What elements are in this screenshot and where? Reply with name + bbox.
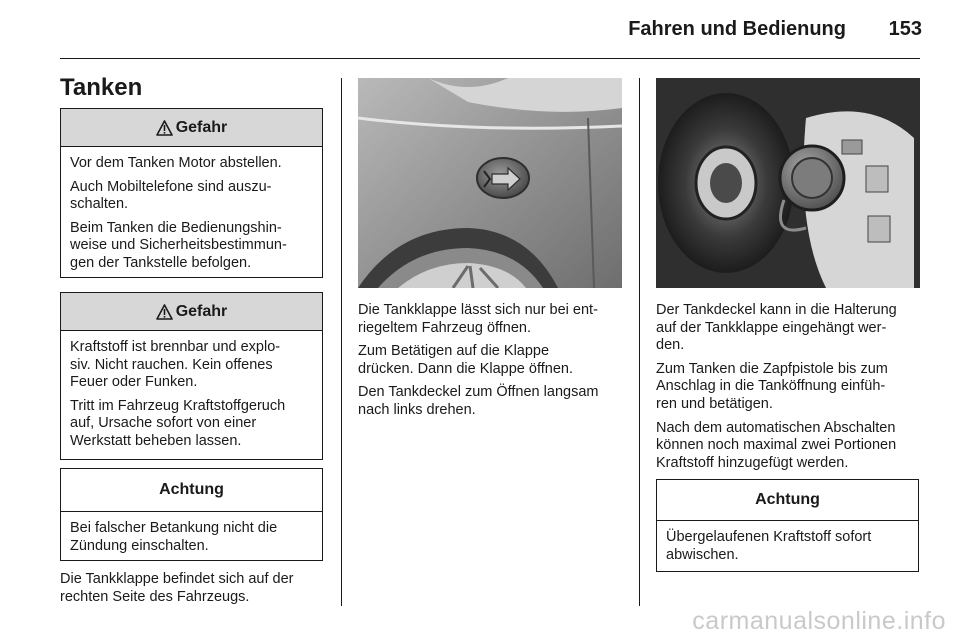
- danger-box-heading: Gefahr: [175, 302, 228, 320]
- column-3-text: [656, 302, 931, 478]
- body-paragraph: Die Tankklappe befindet sich auf der rechten Seite des Fahrzeugs.: [60, 571, 294, 605]
- fuel-flap-photo: [358, 78, 622, 288]
- caution-box-body: Übergelaufenen Kraftstoff sofort abwischen.: [666, 529, 872, 563]
- body-paragraph: Nach dem automatischen Abschalten können noch maximal zwei Portionen Kraftstoff hinzugefügt werden.: [656, 419, 897, 471]
- body-paragraph: Den Tankdeckel zum Öffnen langsam nach links drehen.: [358, 384, 599, 418]
- danger-box-header: [61, 109, 322, 147]
- caution-box: [656, 479, 919, 572]
- danger-box-body: [61, 147, 322, 285]
- page-number: 153: [888, 18, 922, 40]
- danger-box-paragraph: Beim Tanken die Bedienungshin- weise und Sicherheitsbestimmun- gen der Tankstelle befolgen.: [70, 219, 287, 271]
- fuel-flap-illustration: [358, 78, 622, 288]
- caution-box-header: [657, 480, 918, 521]
- danger-box-paragraph: Kraftstoff ist brennbar und explo- siv. Nicht rauchen. Kein offenes Feuer oder Funken.: [70, 339, 281, 391]
- fuel-cap-illustration: [656, 78, 920, 288]
- danger-box: [60, 292, 323, 460]
- header-rule: [60, 58, 920, 59]
- body-paragraph: Der Tankdeckel kann in die Halterung auf der Tankklappe eingehängt wer- den.: [656, 302, 897, 354]
- fuel-cap-photo: [656, 78, 920, 288]
- caution-box: [60, 468, 323, 561]
- danger-box-paragraph: Tritt im Fahrzeug Kraftstoffgeruch auf, Ursache sofort von einer Werkstatt beheben lassen.: [70, 397, 286, 449]
- caution-box-header: [61, 469, 322, 512]
- column-2-text: [358, 302, 630, 426]
- body-paragraph: Zum Betätigen auf die Klappe drücken. Dann die Klappe öffnen.: [358, 343, 573, 377]
- warning-triangle-icon: [156, 120, 173, 136]
- warning-triangle-icon: [156, 304, 173, 320]
- danger-box-body: [61, 331, 322, 463]
- body-paragraph: Zum Tanken die Zapfpistole bis zum Anschlag in die Tanköffnung einfüh- ren und betätigen.: [656, 360, 888, 412]
- column-divider: [341, 78, 342, 606]
- danger-box-paragraph: Vor dem Tanken Motor abstellen.: [70, 155, 282, 171]
- section-title: Tanken: [60, 74, 143, 101]
- caution-box-heading: Achtung: [755, 491, 820, 508]
- column-divider: [639, 78, 640, 606]
- watermark: carmanualsonline.info: [692, 607, 946, 635]
- running-header: Fahren und Bedienung: [628, 18, 846, 40]
- danger-box-header: [61, 293, 322, 331]
- danger-box-heading: Gefahr: [175, 118, 228, 136]
- body-paragraph: Die Tankklappe lässt sich nur bei ent- riegeltem Fahrzeug öffnen.: [358, 302, 598, 336]
- caution-box-body: Bei falscher Betankung nicht die Zündung einschalten.: [70, 520, 278, 554]
- danger-box: [60, 108, 323, 278]
- caution-box-heading: Achtung: [159, 481, 224, 498]
- danger-box-paragraph: Auch Mobiltelefone sind auszu- schalten.: [70, 178, 272, 213]
